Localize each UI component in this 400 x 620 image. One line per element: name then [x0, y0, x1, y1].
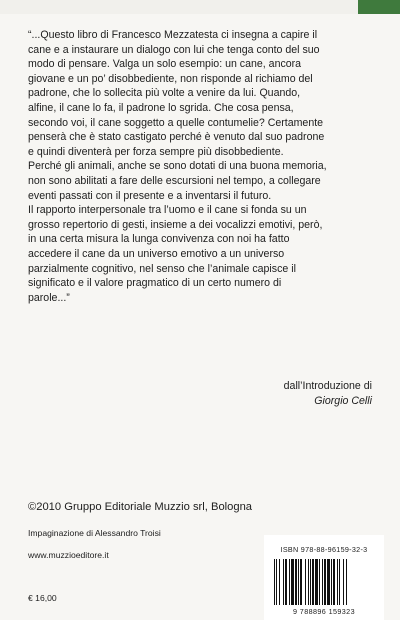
quote-line: modo di pensare. Valga un solo esempio: un cane, ancora — [28, 58, 302, 71]
quote-line: parole...” — [28, 291, 70, 304]
quote-line: significato e il valore pragmatico di un certo numero di — [28, 277, 282, 290]
barcode-box — [264, 535, 384, 620]
publisher-website: www.muzzioeditore.it — [28, 550, 109, 560]
quote-line: penserà che è stato castigato perché è venuto dal suo padrone — [28, 131, 325, 144]
back-cover-quote — [28, 28, 380, 305]
quote-line: alfine, il cane lo fa, il padrone lo sgrida. Che cosa pensa, — [28, 101, 294, 114]
layout-credit: Impaginazione di Alessandro Troisi — [28, 528, 161, 538]
quote-line: e quindi diventerà per forza sempre più disobbediente. — [28, 145, 284, 158]
quote-line: accedere il cane da un universo emotivo a un universo — [28, 247, 285, 260]
quote-line: Il rapporto interpersonale tra l’uomo e il cane si fonda su un — [28, 204, 307, 217]
quote-line: grosso repertorio di gesti, insieme a dei vocalizzi emotivi, però, — [28, 218, 323, 231]
quote-line: Perché gli animali, anche se sono dotati di una buona memoria, — [28, 160, 327, 173]
barcode-number: 9 788896 159323 — [293, 607, 355, 616]
barcode-icon — [272, 559, 376, 605]
quote-line: parzialmente cognitivo, nel senso che l’animale capisce il — [28, 262, 296, 275]
price-label: € 16,00 — [28, 593, 57, 603]
quote-line: giovane e un po’ disobbediente, non risponde al richiamo del — [28, 72, 313, 85]
copyright-notice: ©2010 Gruppo Editoriale Muzzio srl, Bologna — [28, 501, 253, 513]
quote-line: cane e a instaurare un dialogo con lui che tenga conto del suo — [28, 43, 320, 56]
quote-line: padrone, che lo sollecita più volte a venire da lui. Quando, — [28, 87, 301, 100]
attribution-prefix: dall’Introduzione di — [283, 380, 372, 392]
isbn-label: ISBN 978-88-96159-32-3 — [280, 545, 368, 554]
quote-line: eventi passati con il presente e a inventarsi il futuro. — [28, 189, 272, 202]
quote-line: “...Questo libro di Francesco Mezzatesta ci insegna a capire il — [28, 29, 318, 41]
green-accent-block — [358, 0, 400, 14]
attribution-author: Giorgio Celli — [314, 394, 372, 407]
quote-attribution — [284, 379, 372, 408]
quote-line: non sono abilitati a fare delle escursioni nel tempo, a collegare — [28, 174, 321, 187]
quote-line: in una certa misura la lunga convivenza con noi ha fatto — [28, 233, 290, 246]
quote-line: secondo voi, il cane soggetto a quelle contumelie? Certamente — [28, 116, 324, 129]
top-color-strip — [0, 0, 400, 14]
